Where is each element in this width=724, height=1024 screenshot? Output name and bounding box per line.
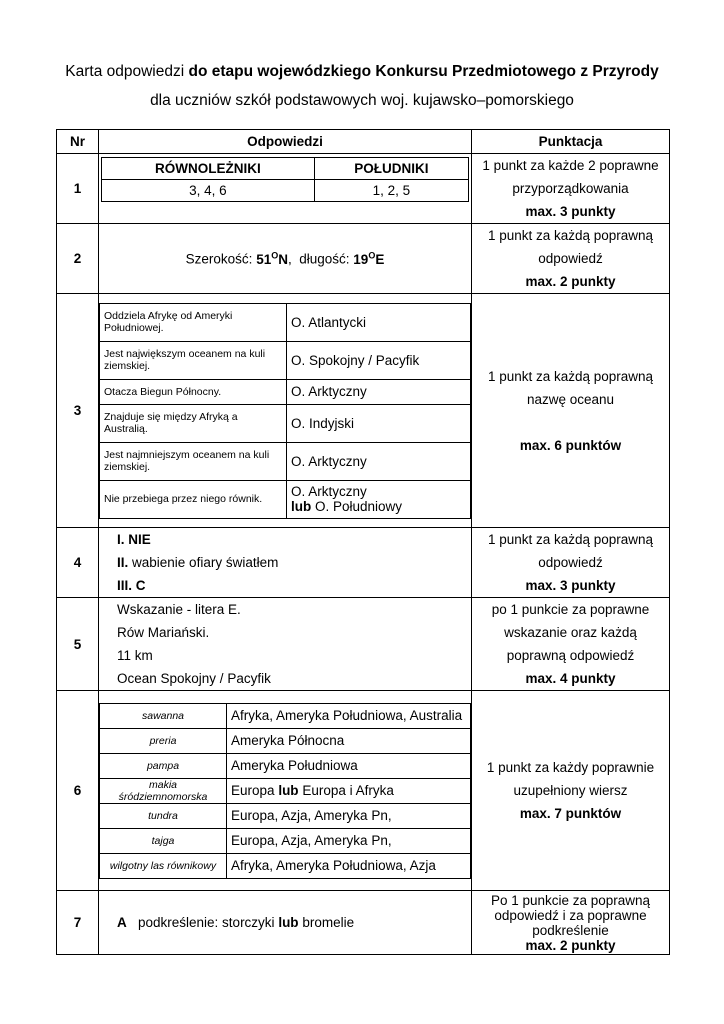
ocean-name: O. Indyjski bbox=[287, 404, 471, 442]
biome-location: Ameryka Północna bbox=[227, 728, 471, 753]
answer-cell: I. NIE II. wabienie ofiary światłem III. C bbox=[99, 528, 472, 598]
header-answers: Odpowiedzi bbox=[99, 130, 472, 154]
question-number: 5 bbox=[57, 598, 99, 691]
biome-location: Europa lub Europa i Afryka bbox=[227, 778, 471, 803]
question-number: 2 bbox=[57, 224, 99, 294]
points-cell: 1 punkt za każdą poprawną odpowiedź max. 2 punkty bbox=[472, 224, 670, 294]
question-number: 1 bbox=[57, 154, 99, 224]
max-points: max. 7 punktów bbox=[519, 806, 622, 821]
biome-location: Afryka, Ameryka Południowa, Australia bbox=[227, 703, 471, 728]
points-cell: po 1 punkcie za poprawne wskazanie oraz każdą poprawną odpowiedź max. 4 punkty bbox=[472, 598, 670, 691]
points-cell: 1 punkt za każdy poprawnie uzupełniony wiersz max. 7 punktów bbox=[472, 691, 670, 891]
ocean-name: O. Arktyczny bbox=[287, 442, 471, 480]
ocean-description: Otacza Biegun Północny. bbox=[100, 379, 287, 404]
parallels-meridians-table bbox=[101, 157, 469, 202]
question-row-5 bbox=[57, 598, 670, 691]
oceans-table bbox=[99, 303, 471, 519]
biome-name: sawanna bbox=[100, 703, 227, 728]
ocean-description: Nie przebiega przez niego równik. bbox=[100, 480, 287, 518]
ocean-description: Oddziela Afrykę od Ameryki Południowej. bbox=[100, 303, 287, 341]
answer-cell: A podkreślenie: storczyki lub bromelie bbox=[99, 891, 472, 955]
ocean-name: O. Arktyczny lub O. Południowy bbox=[287, 480, 471, 518]
question-row-4 bbox=[57, 528, 670, 598]
biome-name: preria bbox=[100, 728, 227, 753]
biome-name: pampa bbox=[100, 753, 227, 778]
points-cell: 1 punkt za każde 2 poprawne przyporządkowania max. 3 punkty bbox=[472, 154, 670, 224]
question-row-3 bbox=[57, 294, 670, 528]
answer-cell: Wskazanie - litera E. Rów Mariański. 11 km Ocean Spokojny / Pacyfik bbox=[99, 598, 472, 691]
answer-cell bbox=[99, 691, 472, 891]
question-row-7 bbox=[57, 891, 670, 955]
question-number: 6 bbox=[57, 691, 99, 891]
biome-name: wilgotny las równikowy bbox=[100, 853, 227, 878]
biomes-table bbox=[99, 703, 471, 879]
meridians-value: 1, 2, 5 bbox=[314, 180, 468, 202]
answer-cell bbox=[99, 294, 472, 528]
ocean-name: O. Spokojny / Pacyfik bbox=[287, 341, 471, 379]
answer-cell bbox=[99, 154, 472, 224]
question-number: 7 bbox=[57, 891, 99, 955]
header-row bbox=[57, 130, 670, 154]
header-nr: Nr bbox=[57, 130, 99, 154]
max-points: max. 6 punktów bbox=[519, 437, 622, 453]
answer-cell: Szerokość: $51^ON$, długość: $19^OE$ bbox=[99, 224, 472, 294]
answer-table bbox=[56, 129, 670, 955]
ocean-description: Jest największym oceanem na kuli ziemskiej. bbox=[100, 341, 287, 379]
biome-location: Europa, Azja, Ameryka Pn, bbox=[227, 803, 471, 828]
ocean-description: Znajduje się między Afryką a Australią. bbox=[100, 404, 287, 442]
biome-location: Ameryka Południowa bbox=[227, 753, 471, 778]
question-row-2 bbox=[57, 224, 670, 294]
points-cell: 1 punkt za każdą poprawną nazwę oceanu max. 6 punktów bbox=[472, 294, 670, 528]
document-subtitle: dla uczniów szkół podstawowych woj. kujawsko–pomorskiego bbox=[150, 92, 574, 109]
ocean-name: O. Atlantycki bbox=[287, 303, 471, 341]
points-cell: 1 punkt za każdą poprawną odpowiedź max. 3 punkty bbox=[472, 528, 670, 598]
max-points: max. 3 punkty bbox=[525, 578, 616, 593]
question-row-1 bbox=[57, 154, 670, 224]
ocean-description: Jest najmniejszym oceanem na kuli ziemskiej. bbox=[100, 442, 287, 480]
header-points: Punktacja bbox=[472, 130, 670, 154]
document-title: Karta odpowiedzi do etapu wojewódzkiego Konkursu Przedmiotowego z Przyrody bbox=[65, 63, 659, 80]
meridians-header: POŁUDNIKI bbox=[314, 158, 468, 180]
max-points: max. 3 punkty bbox=[525, 204, 616, 219]
max-points: max. 4 punkty bbox=[525, 671, 616, 686]
parallels-value: 3, 4, 6 bbox=[102, 180, 315, 202]
biome-location: Afryka, Ameryka Południowa, Azja bbox=[227, 853, 471, 878]
points-cell: Po 1 punkcie za poprawną odpowiedź i za poprawne podkreślenie max. 2 punkty bbox=[472, 891, 670, 955]
biome-name: tajga bbox=[100, 828, 227, 853]
biome-name: tundra bbox=[100, 803, 227, 828]
max-points: max. 2 punkty bbox=[525, 274, 616, 289]
parallels-header: RÓWNOLEŻNIKI bbox=[102, 158, 315, 180]
question-row-6 bbox=[57, 691, 670, 891]
question-number: 4 bbox=[57, 528, 99, 598]
question-number: 3 bbox=[57, 294, 99, 528]
biome-location: Europa, Azja, Ameryka Pn, bbox=[227, 828, 471, 853]
max-points: max. 2 punkty bbox=[525, 937, 616, 953]
biome-name: makia śródziemnomorska bbox=[100, 778, 227, 803]
ocean-name: O. Arktyczny bbox=[287, 379, 471, 404]
